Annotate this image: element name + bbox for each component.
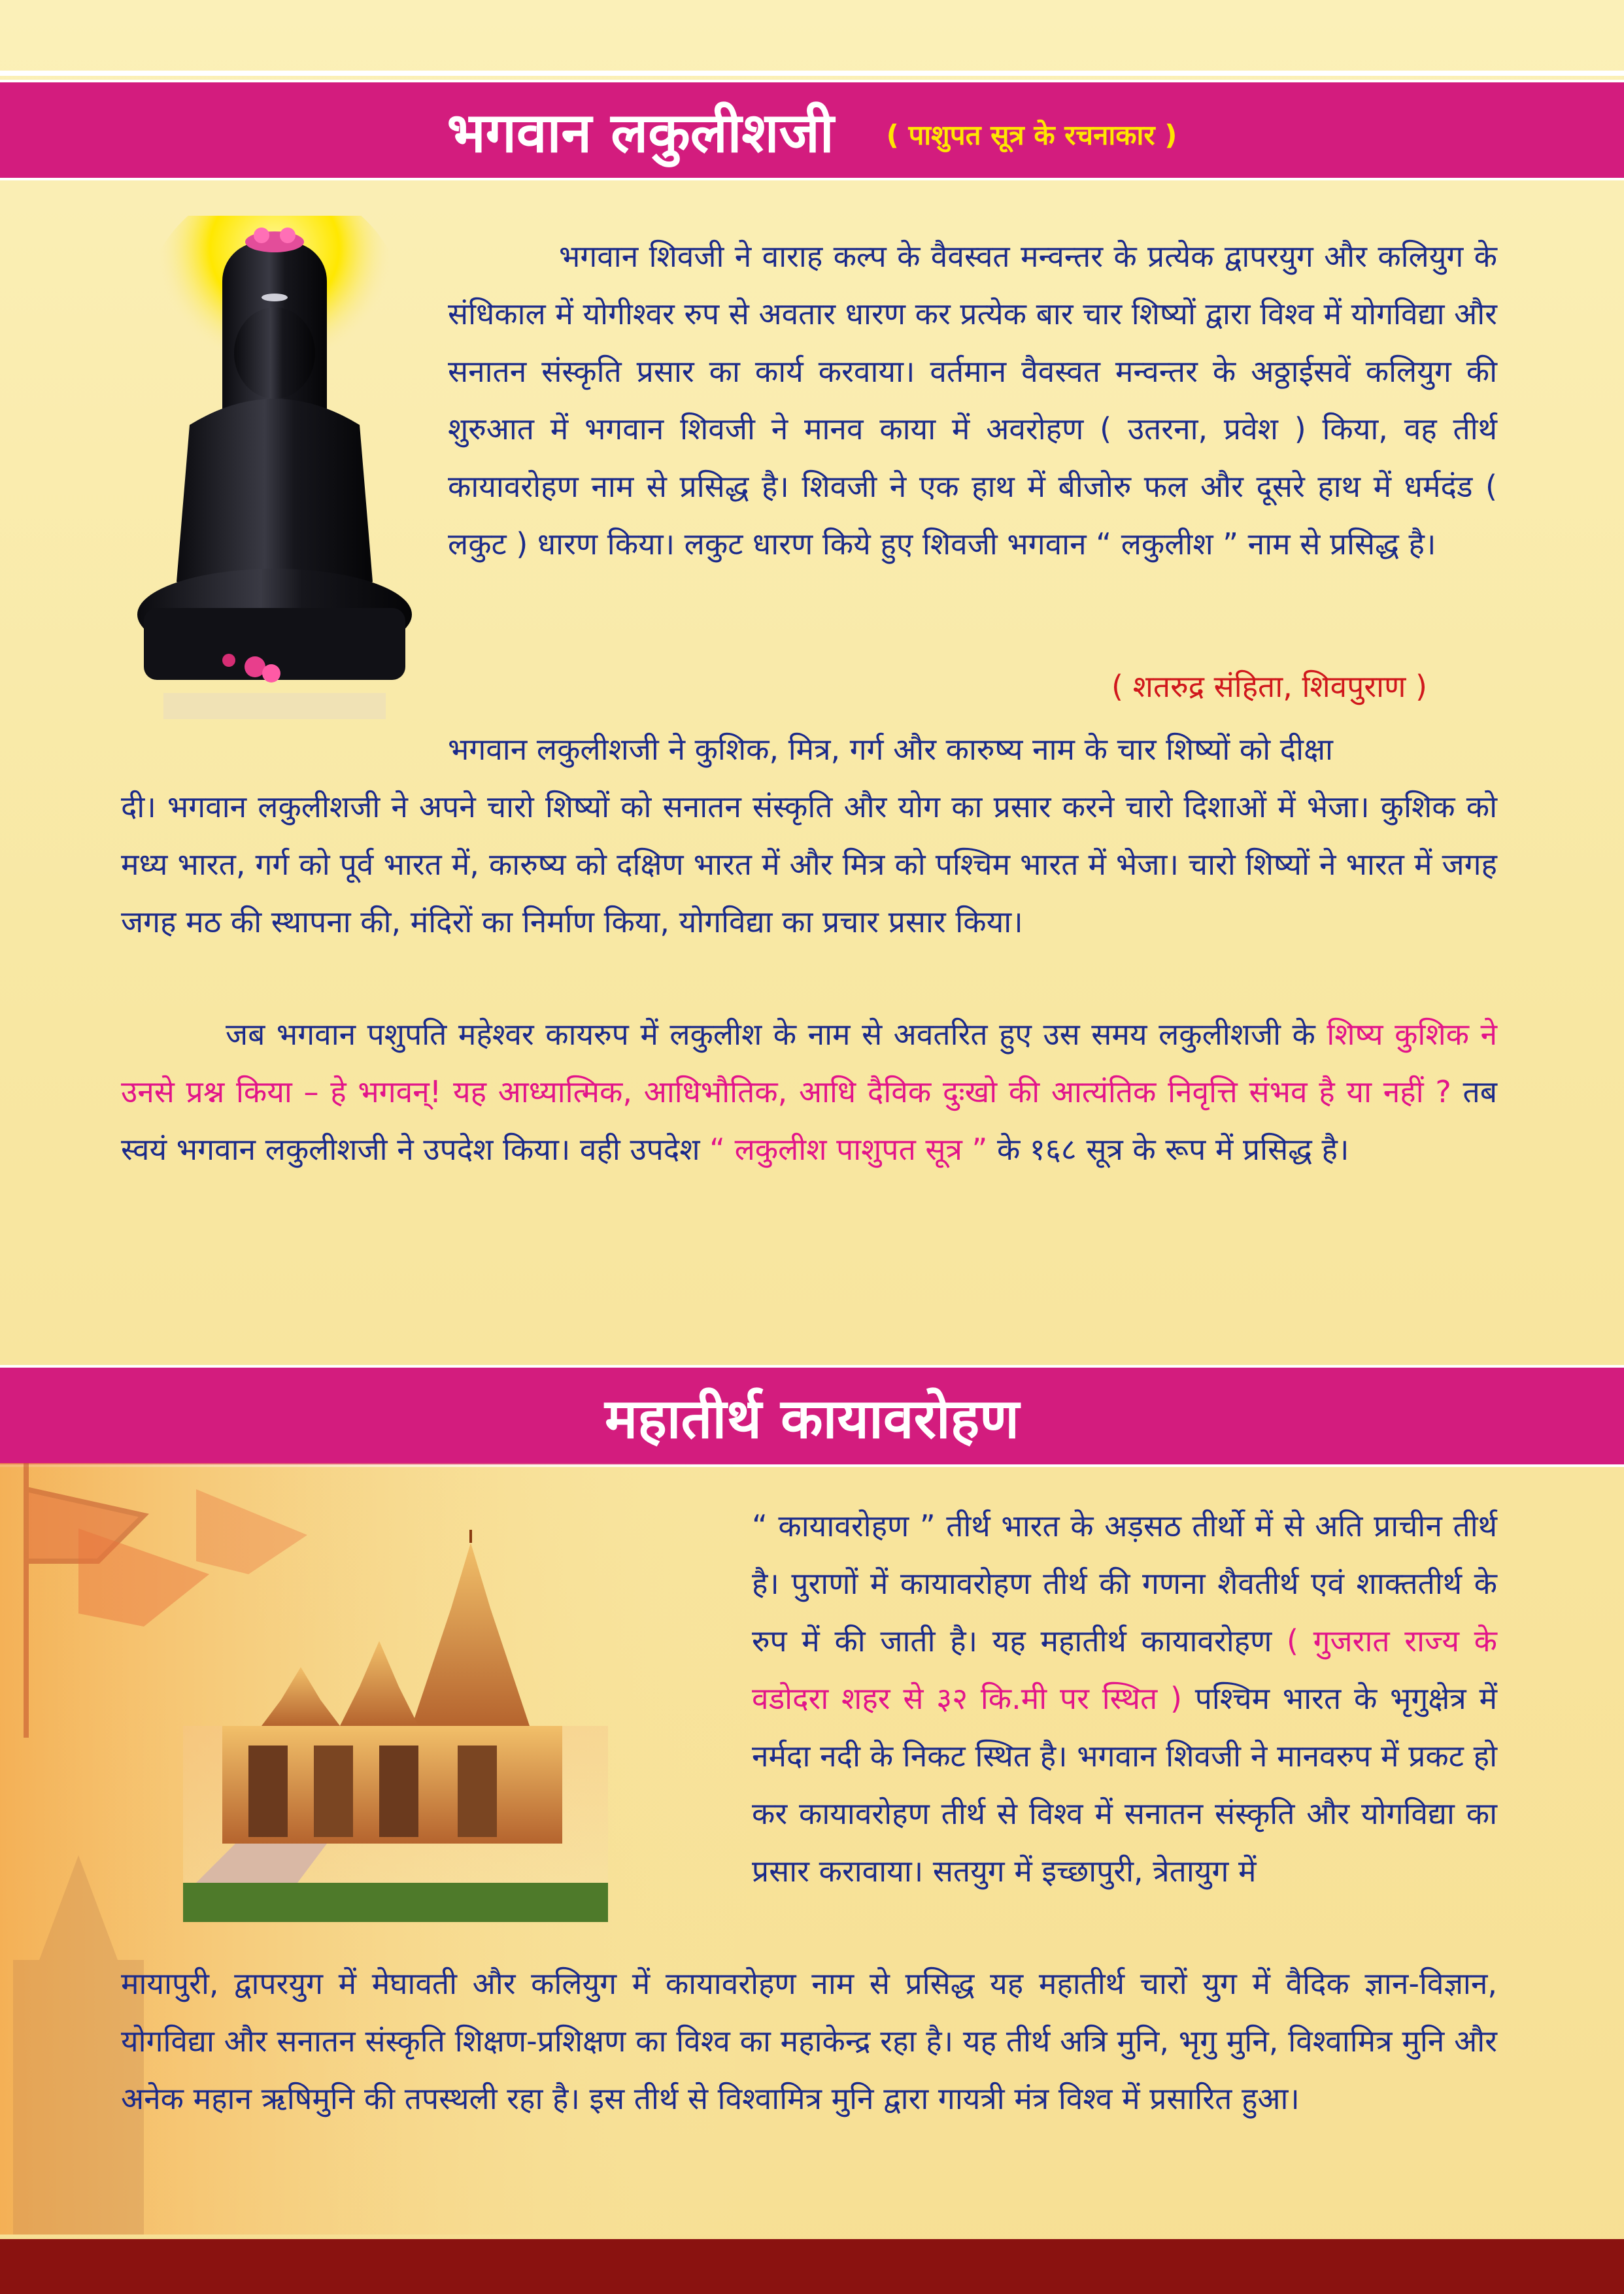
- section2-title: महातीर्थ कायावरोहण: [604, 1385, 1020, 1451]
- section2-paragraph2: मायापुरी, द्वापरयुग में मेघावती और कलियुग में कायावरोहण नाम से प्रसिद्ध यह महातीर्थ चारों युग में वैदिक ज्ञान-विज्ञान, योगविद्या और सनातन संस्कृति शिक्षण-प्रशिक्षण का विश्व का महाकेन्द्र रहा है। यह तीर्थ अत्रि मुनि, भृगु मुनि, विश्वामित्र मुनि और अनेक महान ऋषिमुनि की तपस्थली रहा है। इस तीर्थ से विश्वामित्र मुनि द्वारा गायत्री मंत्र विश्व में प्रसारित हुआ।: [121, 1966, 1497, 2116]
- section1-subtitle: ( पाशुपत सूत्र के रचनाकार ): [886, 118, 1177, 151]
- section2-paragraph1-rest: पश्चिम भारत के भृगुक्षेत्र में नर्मदा नदी के निकट स्थित है। भगवान शिवजी ने मानवरुप में प्रकट हो कर कायावरोहण तीर्थ से विश्व में सनातन संस्कृति और योगविद्या का प्रसार करावाया। सतयुग में इच्छापुरी, त्रेतायुग में: [752, 1681, 1497, 1889]
- section2-location-note: ( गुजरात राज्य के वडोदरा शहर से ३२ कि.मी पर स्थित ): [752, 1623, 1498, 1716]
- section1-paragraph3-intro: जब भगवान पशुपति महेश्वर कायरुप में लकुलीश के नाम से अवतरित हुए उस समय लकुलीशजी के: [226, 1017, 1315, 1052]
- section1-banner: [0, 80, 1624, 180]
- kayavarohan-temple-image: [183, 1530, 608, 1922]
- section1-paragraph3-middle: तब स्वयं भगवान लकुलीशजी ने उपदेश किया। वही उपदेश: [121, 1074, 1497, 1167]
- section1-reference: ( शतरुद्र संहिता, शिवपुराण ): [1111, 669, 1427, 704]
- section1-paragraph2-rest: दी। भगवान लकुलीशजी ने अपने चारो शिष्यों को सनातन संस्कृति और योग का प्रसार करने चारो दिशाओं में भेजा। कुशिक को मध्य भारत, गर्ग को पूर्व भारत में, कारुष्य को दक्षिण भारत में और मित्र को पश्चिम भारत में भेजा। चारो शिष्यों ने भारत में जगह जगह मठ की स्थापना की, मंदिरों का निर्माण किया, योगविद्या का प्रचार प्रसार किया।: [121, 789, 1497, 939]
- section1-paragraph2: [121, 720, 1497, 951]
- section1-paragraph3-question: शिष्य कुशिक ने उनसे प्रश्न किया – हे भगवन्! यह आध्यात्मिक, आधिभौतिक, आधि दैविक दुःखो की आत्यंतिक निवृत्ति संभव है या नहीं ?: [121, 1017, 1497, 1109]
- section2-banner: [0, 1365, 1624, 1467]
- lakulisha-statue-image: [124, 216, 425, 739]
- section2-paragraph1: [752, 1497, 1497, 1900]
- section2-paragraph1-intro: “ कायावरोहण ” तीर्थ भारत के अड़सठ तीर्थो में से अति प्राचीन तीर्थ है। पुराणों में कायावरोहण तीर्थ की गणना शैवतीर्थ एवं शाक्ततीर्थ के रुप में की जाती है। यह महातीर्थ कायावरोहण: [752, 1508, 1497, 1659]
- section1-title: भगवान लकुलीशजी: [447, 99, 834, 165]
- section1-paragraph3-end: के १६८ सूत्र के रूप में प्रसिद्ध है।: [996, 1132, 1349, 1167]
- section1-paragraph2-first-line: भगवान लकुलीशजी ने कुशिक, मित्र, गर्ग और कारुष्य नाम के चार शिष्यों को दीक्षा: [448, 732, 1333, 767]
- section1-paragraph1: भगवान शिवजी ने वाराह कल्प के वैवस्वत मन्वन्तर के प्रत्येक द्वापरयुग और कलियुग के संधिकाल में योगीश्वर रुप से अवतार धारण कर प्रत्येक बार चार शिष्यों द्वारा विश्व में योगविद्या और सनातन संस्कृति प्रसार का कार्य करवाया। वर्तमान वैवस्वत मन्वन्तर के अठ्ठाईसवें कलियुग की शुरुआत में भगवान शिवजी ने मानव काया में अवरोहण ( उतरना, प्रवेश ) किया, वह तीर्थ कायावरोहण नाम से प्रसिद्ध है। शिवजी ने एक हाथ में बीजोरु फल और दूसरे हाथ में धर्मदंड ( लकुट ) धारण किया। लकुट धारण किये हुए शिवजी भगवान “ लकुलीश ” नाम से प्रसिद्ध है।: [448, 239, 1497, 562]
- section1-paragraph3: [121, 1005, 1497, 1178]
- footer-bar: [0, 2239, 1624, 2294]
- top-divider: [0, 71, 1624, 76]
- section1-paragraph3-sutra-name: “ लकुलीश पाशुपत सूत्र ”: [709, 1132, 988, 1167]
